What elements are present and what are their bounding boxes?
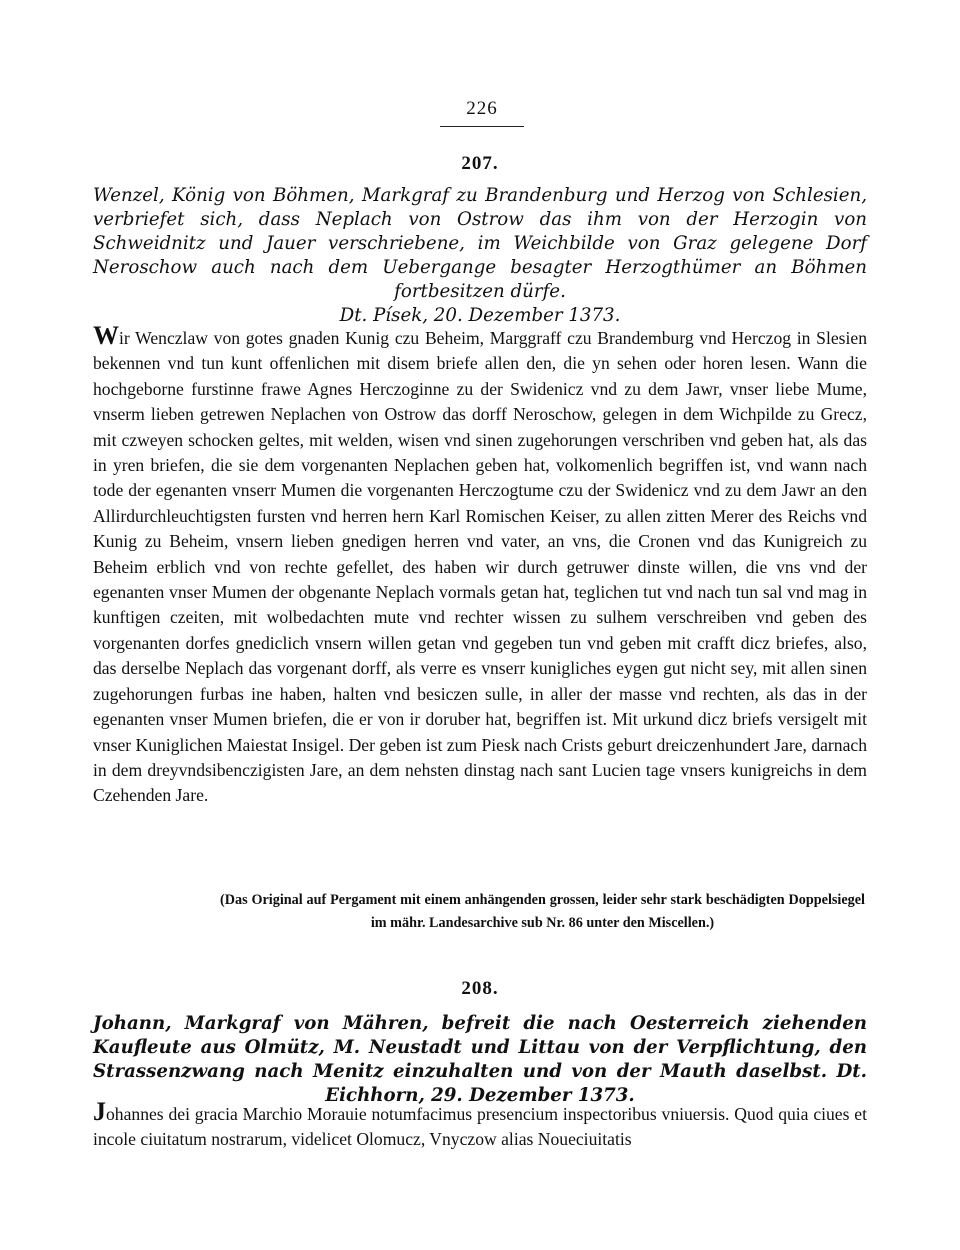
initial-letter: W	[93, 321, 119, 350]
archival-note-207: (Das Original auf Pergament mit einem anhängenden grossen, leider sehr stark beschädigten Doppelsiegel im mähr. Landesarchive sub Nr. 86 unter den Miscellen.)	[220, 892, 865, 931]
charter-body: ir Wenczlaw von gotes gnaden Kunig czu Beheim, Marggraff czu Brandemburg vnd Herczog in Slesien bekennen vnd tun kunt offenlichen mit disem briefe allen den, die yn sehen oder horen lesen. Wann die hochgeborne furstinne frawe Agnes Herczoginne zu der Swidenicz vnd zu dem Jawr, vnser liebe Mume, vnserm lieben getrewen Neplachen von Ostrow das dorff Neroschow, gelegen in dem Wichpilde zu Grecz, mit czweyen schocken geltes, mit welden, wisen vnd sinen zugehorungen verschriben vnd geben hat, als das in yren briefen, die sie dem vorgenanten Neplachen geben hat, volkomenlich begriffen ist, vnd wann nach tode der egenanten vnserr Mumen die vorgenanten Herczogtume czu der Swidenicz vnd zu dem Jawr an den Allirdurchleuchtigsten fursten vnd herren hern Karl Romischen Keiser, zu allen zitten Merer des Reichs vnd Kunig zu Beheim, vnsern lieben gnedigen herren vnd vater, an vns, die Cronen vnd das Kunigreich zu Beheim erblich vnd von rechte gefellet, des haben wir durch getruwer dinste willen, die vns vnd der egenanten vnser Mumen der obgenante Neplach vormals getan hat, teglichen tut vnd nach tun sal vnd mag in kunftigen czeiten, mit wolbedachten mute vnd rechter wissen zu sulhem verschreiben vnd geben des vorgenanten dorfes gnediclich vnsern willen getan vnd gegeben tun vnd geben mit crafft dicz briefes, also, das derselbe Neplach das vorgenant dorff, als verre es vnserr kunigliches eygen gut nicht sey, mit allen sinen zugehorungen furbas ine haben, halten vnd besiczen sulle, in aller der masse vnd rechten, als das in der egenanten vnser Mumen briefen, die er von ir doruber hat, begriffen ist. Mit urkund dicz briefs versigelt mit vnser Kuniglichen Maiestat Insigel. Der geben ist zum Piesk nach Crists geburt dreiczenhundert Jare, darnach in dem dreyvndsibenczigisten Jare, an dem nehsten dinstag nach sant Lucien tage vnsers kunigreichs in dem Czehenden Jare.	[93, 328, 867, 806]
document-number-207: 207.	[461, 153, 499, 174]
charter-text-207	[93, 321, 867, 809]
regest-207	[93, 184, 867, 328]
page-number: 226	[466, 98, 498, 119]
page-number-rule	[440, 126, 524, 127]
charter-text-208	[93, 1097, 867, 1153]
initial-letter: J	[93, 1097, 106, 1126]
charter-body: ohannes dei gracia Marchio Morauie notumfacimus presencium inspectoribus vniuersis. Quod quia ciues et incole ciuitatum nostrarum, videlicet Olomucz, Vnyczow alias Noueciuitatis	[93, 1104, 867, 1150]
regest-208: Johann, Markgraf von Mähren, befreit die nach Oesterreich ziehenden Kaufleute aus Olmütz, M. Neustadt und Littau von der Verpflichtung, den Strassenzwang nach Menitz einzuhalten und von der Mauth daselbst. Dt. Eichhorn, 29. Dezember 1373.	[93, 1013, 867, 1106]
document-number-208: 208.	[461, 978, 499, 999]
regest-text: Wenzel, König von Böhmen, Markgraf zu Brandenburg und Herzog von Schlesien, verbriefet sich, dass Neplach von Ostrow das ihm von der Herzogin von Schweidnitz und Jauer verschriebene, im Weichbilde von Graz gelegene Dorf Neroschow auch nach dem Uebergange besagter Herzogthümer an Böhmen fortbesitzen dürfe.	[93, 185, 867, 302]
dating-line: Dt. Písek, 20. Dezember 1373.	[339, 305, 621, 326]
